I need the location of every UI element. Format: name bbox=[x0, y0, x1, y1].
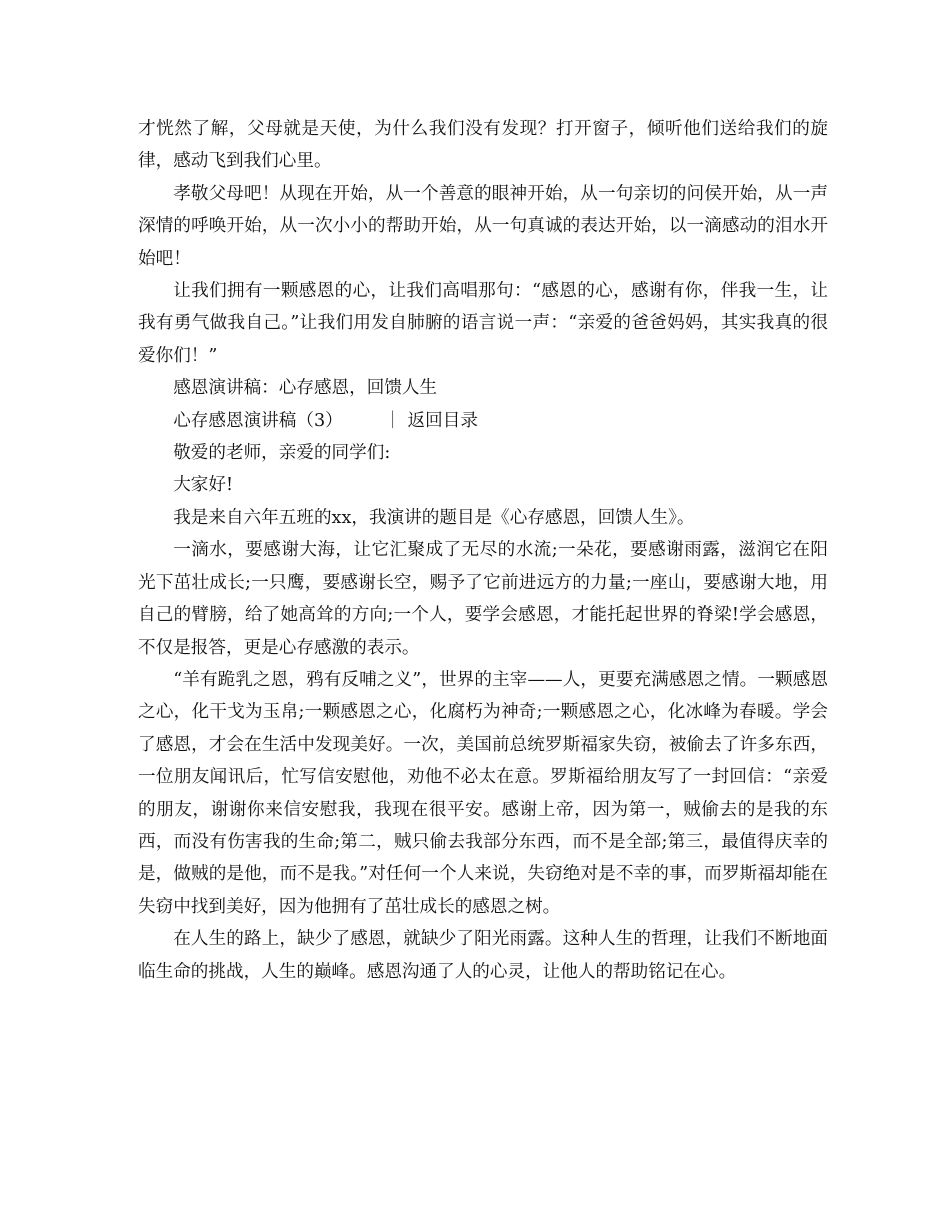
speech-intro: 我是来自六年五班的xx，我演讲的题目是《心存感恩，回馈人生》。 bbox=[173, 507, 695, 528]
speech-paragraph-roosevelt: “羊有跪乳之恩，鸦有反哺之义”，世界的主宰——人，更要充满感恩之情。一颗感恩之心，化干戈为玉帛;一颗感恩之心，化腐朽为神奇;一颗感恩之心，化冰峰为春暖。学会了感恩，才会在生活中发现美好。一次，美国前总统罗斯福家失窃，被偷去了许多东西，一位朋友闻讯后，忙写信安慰他，劝他不必太在意。罗斯福给朋友写了一封回信：“亲爱的朋友，谢谢你来信安慰我，我现在很平安。感谢上帝，因为第一，贼偷去的是我的东西，而没有伤害我的生命;第二，贼只偷去我部分东西，而不是全部;第三，最值得庆幸的是，做贼的是他，而不是我。”对任何一个人来说，失窃绝对是不幸的事，而罗斯福却能在失窃中找到美好，因为他拥有了茁壮成长的感恩之树。 bbox=[138, 669, 828, 917]
nav-line bbox=[138, 405, 828, 437]
document-page bbox=[138, 113, 828, 988]
nav-separator: ｜ bbox=[383, 410, 402, 431]
speech-greeting: 大家好! bbox=[173, 475, 234, 496]
paragraph-filial-piety: 孝敬父母吧！从现在开始，从一个善意的眼神开始，从一句亲切的问侯开始，从一声深情的呼唤开始，从一次小小的帮助开始，从一句真诚的表达开始，以一滴感动的泪水开始吧！ bbox=[138, 183, 828, 269]
paragraph-grateful-heart: 让我们拥有一颗感恩的心，让我们高唱那句：“感恩的心，感谢有你，伴我一生，让我有勇气做我自己。”让我们用发自肺腑的语言说一声：“亲爱的爸爸妈妈，其实我真的很爱你们！” bbox=[138, 281, 828, 366]
section-title: 感恩演讲稿：心存感恩，回馈人生 bbox=[173, 378, 438, 399]
nav-title: 心存感恩演讲稿（3） bbox=[173, 410, 343, 431]
speech-paragraph-water: 一滴水，要感谢大海，让它汇聚成了无尽的水流;一朵花，要感谢雨露，滋润它在阳光下茁壮成长;一只鹰，要感谢长空，赐予了它前进远方的力量;一座山，要感谢大地，用自己的臂膀，给了她高耸的方向;一个人，要学会感恩，才能托起世界的脊梁!学会感恩，不仅是报答，更是心存感激的表示。 bbox=[138, 540, 828, 658]
speech-paragraph-life-road: 在人生的路上，缺少了感恩，就缺少了阳光雨露。这种人生的哲理，让我们不断地面临生命的挑战，人生的巅峰。感恩沟通了人的心灵，让他人的帮助铭记在心。 bbox=[138, 929, 828, 982]
back-to-contents-link[interactable]: 返回目录 bbox=[407, 410, 478, 431]
speech-salutation: 敬爱的老师，亲爱的同学们: bbox=[173, 443, 391, 464]
paragraph-continuation: 才恍然了解，父母就是天使，为什么我们没有发现？打开窗子，倾听他们送给我们的旋律，感动飞到我们心里。 bbox=[138, 119, 828, 172]
